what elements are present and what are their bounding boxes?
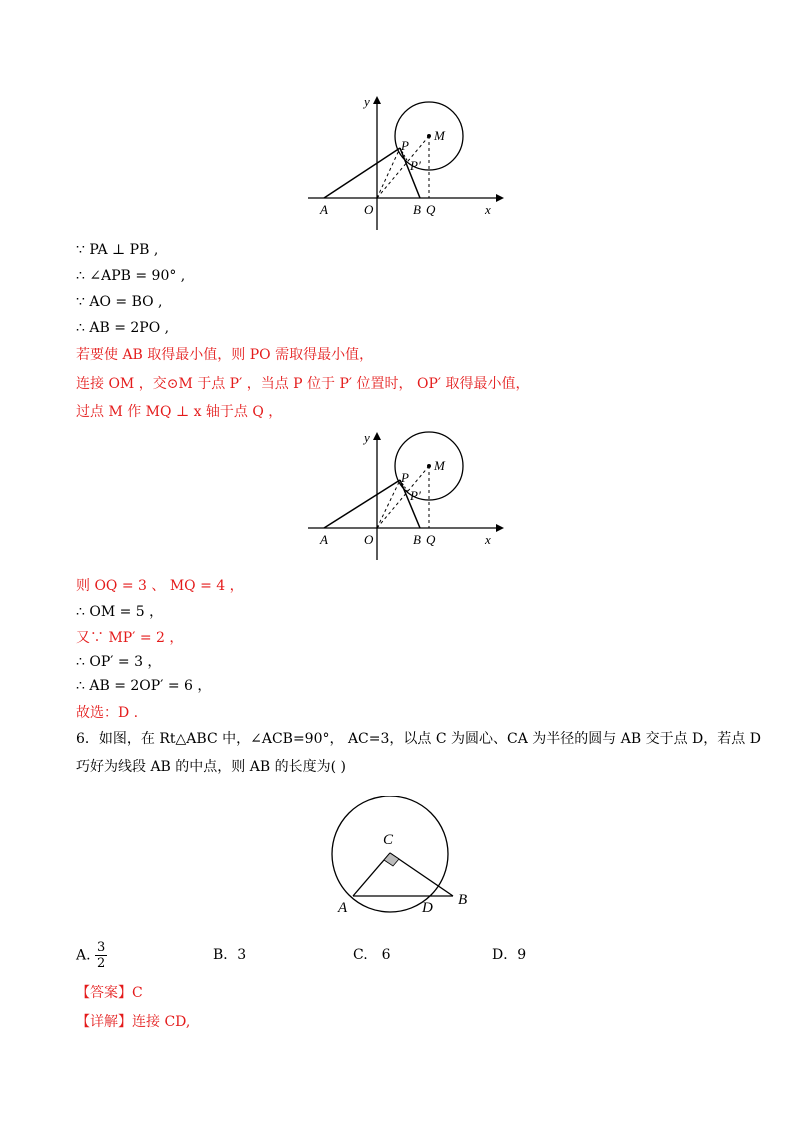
step-3: ∵ AO = BO , [76, 294, 163, 310]
step-7: 过点 M 作 MQ ⊥ x 轴于点 Q ， [76, 404, 283, 420]
label-B: B [458, 892, 468, 908]
label-O: O [364, 532, 374, 547]
step-11: ∴ OP′ = 3 ， [76, 654, 162, 670]
choice-b[interactable]: B．3 [213, 947, 247, 963]
label-M: M [434, 458, 445, 473]
step-10: 又∵ MP′ = 2 ， [76, 630, 184, 646]
choice-d[interactable]: D．9 [492, 947, 527, 963]
answer-value: C [132, 985, 143, 1001]
label-Pp: P′ [410, 488, 421, 503]
coordinate-figure-1 [300, 92, 510, 234]
label-B: B [413, 202, 421, 217]
step-2: ∴ ∠APB = 90° , [76, 268, 186, 284]
label-M: M [434, 128, 445, 143]
fraction-three-halves: $\frac{3}{2}$ [97, 940, 106, 971]
step-8: 则 OQ = 3 、 MQ = 4 ， [76, 578, 244, 594]
label-y: y [364, 94, 370, 109]
question-line-2: 巧好为线段 AB 的中点，则 AB 的长度为( ) [76, 759, 346, 775]
circle-triangle-figure [320, 796, 480, 918]
choice-a[interactable]: A. $\frac{3}{2}$ [76, 940, 106, 971]
label-P: P [401, 138, 409, 153]
step-1: ∵ PA ⊥ PB , [76, 242, 159, 258]
label-Pp: P′ [410, 158, 421, 173]
label-D: D [422, 900, 433, 916]
detail-tag: 【详解】 [76, 1014, 132, 1030]
answer-line [76, 983, 143, 1003]
label-y: y [364, 430, 370, 445]
detail-line [76, 1012, 190, 1032]
label-A: A [320, 202, 328, 217]
label-A: A [320, 532, 328, 547]
label-C: C [383, 832, 394, 848]
step-4: ∴ AB = 2PO , [76, 320, 170, 336]
question-line-1: 6．如图，在 Rt△ABC 中，∠ACB=90°， AC=3，以点 C 为圆心、CA 为半径的圆与 AB 交于点 D，若点 D [76, 731, 761, 747]
detail-text: 连接 CD, [132, 1014, 191, 1030]
label-Q: Q [426, 202, 436, 217]
step-9: ∴ OM = 5 ， [76, 604, 164, 620]
answer-choice-line: 故选：D . [76, 705, 139, 721]
label-P: P [401, 470, 409, 485]
step-12: ∴ AB = 2OP′ = 6 ， [76, 678, 212, 694]
label-x: x [485, 532, 491, 547]
label-B: B [413, 532, 421, 547]
choice-c[interactable]: C. 6 [353, 947, 391, 963]
step-5: 若要使 AB 取得最小值，则 PO 需取得最小值， [76, 347, 374, 363]
label-Q: Q [426, 532, 436, 547]
label-x: x [485, 202, 491, 217]
label-O: O [364, 202, 374, 217]
label-A: A [338, 900, 348, 916]
step-6: 连接 OM ，交⊙M 于点 P′ ，当点 P 位于 P′ 位置时， OP′ 取得最小值， [76, 376, 530, 392]
coordinate-figure-2 [300, 428, 510, 570]
answer-tag: 【答案】 [76, 985, 132, 1001]
